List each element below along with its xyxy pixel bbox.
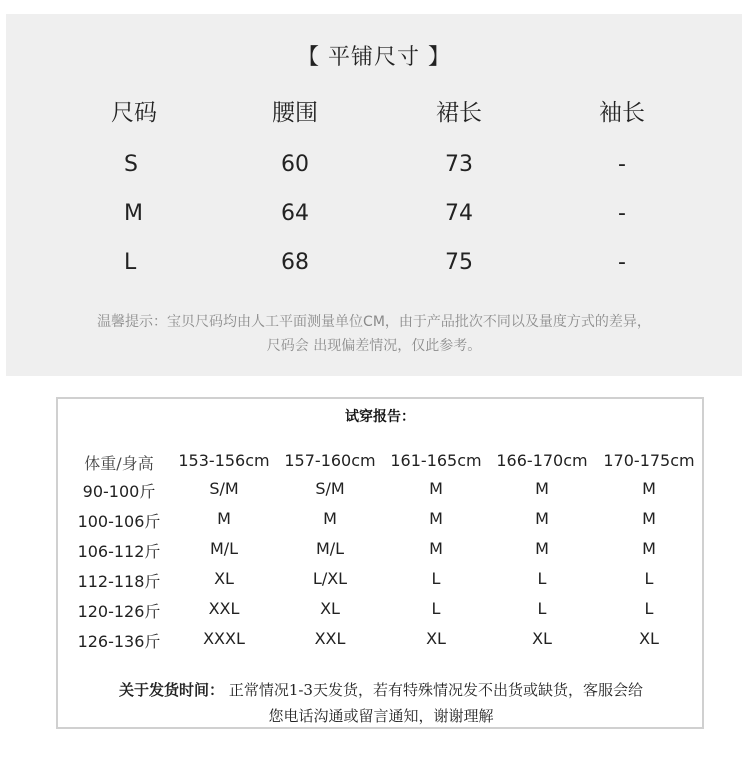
fit-report-panel (56, 397, 704, 729)
table-cell: 64 (281, 201, 309, 226)
table-cell: XXL (208, 599, 240, 618)
table-cell: M (535, 509, 549, 528)
header-height-range: 157-160cm (284, 451, 376, 470)
shipping-note-line2: 您电话沟通或留言通知，谢谢理解 (268, 707, 494, 725)
header-height-range: 153-156cm (178, 451, 270, 470)
table-cell: M (217, 509, 231, 528)
measurement-tip (6, 310, 742, 358)
table-cell: M (642, 509, 656, 528)
shipping-label: 关于发货时间： (119, 681, 225, 699)
table-cell: M/L (315, 539, 345, 558)
table-cell: XL (639, 629, 659, 648)
header-size: 尺码 (111, 100, 157, 126)
table-cell: XL (532, 629, 552, 648)
table-cell: S/M (209, 479, 239, 498)
table-cell: L (644, 569, 654, 588)
header-height-range: 166-170cm (496, 451, 588, 470)
table-cell: 74 (445, 201, 473, 226)
table-cell: M (535, 479, 549, 498)
shipping-note-line1 (68, 677, 694, 703)
table-cell: XL (426, 629, 446, 648)
table-cell: XXXL (203, 629, 245, 648)
row-weight: 106-112斤 (77, 542, 161, 561)
table-cell: M (124, 201, 143, 226)
header-waist: 腰围 (272, 100, 318, 126)
table-cell: M (642, 539, 656, 558)
table-cell: 73 (445, 152, 473, 177)
table-cell: M (642, 479, 656, 498)
table-cell: L (124, 250, 137, 275)
header-sleeve-length: 袖长 (599, 100, 645, 126)
table-cell: S (124, 152, 138, 177)
header-weight-height: 体重/身高 (84, 454, 154, 473)
table-cell: - (618, 201, 626, 226)
tip-line: 温馨提示：宝贝尺码均由人工平面测量单位CM，由于产品批次不同以及量度方式的差异， (97, 314, 651, 330)
header-skirt-length: 裙长 (436, 100, 482, 126)
table-cell: M (429, 539, 443, 558)
tip-line: 尺码会 出现偏差情况，仅此参考。 (266, 338, 482, 354)
table-cell: L (644, 599, 654, 618)
size-chart-title: 【 平铺尺寸 】 (297, 45, 451, 70)
table-cell: M (429, 479, 443, 498)
table-cell: XL (214, 569, 234, 588)
row-weight: 126-136斤 (77, 632, 161, 651)
table-cell: L (431, 599, 441, 618)
header-height-range: 170-175cm (603, 451, 695, 470)
table-cell: M (535, 539, 549, 558)
table-cell: XL (320, 599, 340, 618)
shipping-text: 正常情况1-3天发货，若有特殊情况发不出货或缺货，客服会给 (228, 681, 643, 699)
size-chart-panel (6, 14, 742, 376)
row-weight: 100-106斤 (77, 512, 161, 531)
table-cell: L/XL (312, 569, 348, 588)
table-cell: M (429, 509, 443, 528)
table-cell: L (431, 569, 441, 588)
header-height-range: 161-165cm (390, 451, 482, 470)
table-cell: 60 (281, 152, 309, 177)
table-cell: M (323, 509, 337, 528)
shipping-note (68, 677, 694, 729)
row-weight: 90-100斤 (82, 482, 156, 501)
table-cell: 75 (445, 250, 473, 275)
table-cell: S/M (315, 479, 345, 498)
table-cell: L (537, 599, 547, 618)
table-cell: - (618, 152, 626, 177)
table-cell: L (537, 569, 547, 588)
size-chart-table (6, 14, 742, 314)
row-weight: 112-118斤 (77, 572, 161, 591)
table-cell: - (618, 250, 626, 275)
row-weight: 120-126斤 (77, 602, 161, 621)
table-cell: 68 (281, 250, 309, 275)
table-cell: M/L (209, 539, 239, 558)
table-cell: XXL (314, 629, 346, 648)
fit-report-title: 试穿报告： (345, 409, 415, 425)
